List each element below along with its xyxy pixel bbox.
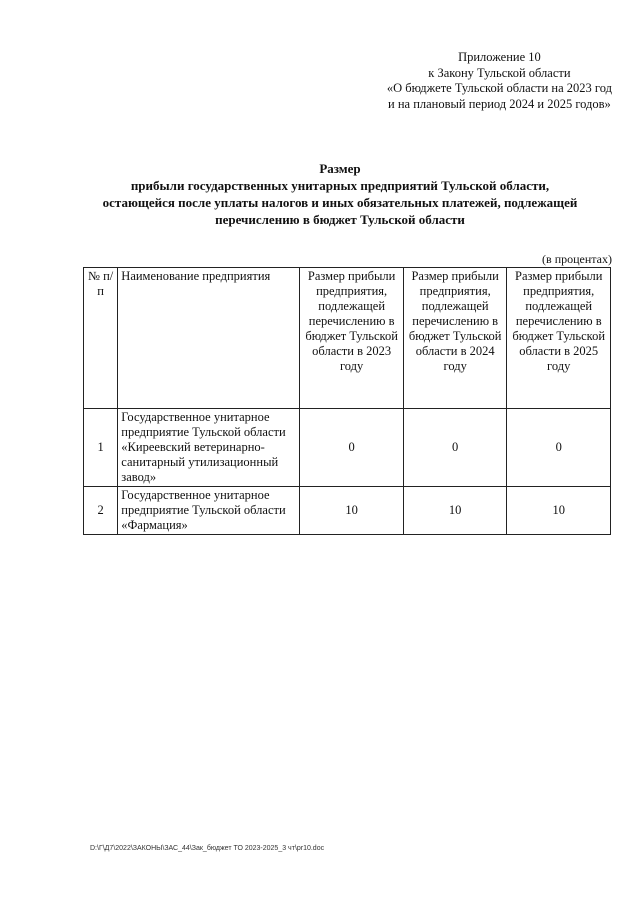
appendix-line: Приложение 10 (458, 50, 541, 64)
title-line: Размер (319, 161, 361, 176)
row-number: 2 (84, 487, 118, 535)
unit-note: (в процентах) (542, 252, 612, 266)
header-2023: Размер прибыли предприятия, подлежащей перечислению в бюджет Тульской области в 2023 году (300, 268, 404, 409)
row-value-2024: 10 (403, 487, 507, 535)
row-value-2024: 0 (403, 409, 507, 487)
row-number: 1 (84, 409, 118, 487)
row-enterprise-name: Государственное унитарное предприятие Тульской области «Киреевский ветеринарно-санитарный утилизационный завод» (118, 409, 300, 487)
header-number: № п/п (84, 268, 118, 409)
row-value-2023: 0 (300, 409, 404, 487)
title-line: перечислению в бюджет Тульской области (215, 212, 465, 227)
profit-table (83, 267, 611, 535)
row-value-2023: 10 (300, 487, 404, 535)
document-title (60, 160, 620, 228)
appendix-line: к Закону Тульской области (428, 65, 571, 80)
table-header-row (84, 268, 611, 409)
header-2025: Размер прибыли предприятия, подлежащей перечислению в бюджет Тульской области в 2025 году (507, 268, 611, 409)
table-row (84, 487, 611, 535)
file-path-footer: D:\Г\Д7\2022\ЗАКОНЫ\ЗАС_44\Зак_бюджет ТО 2023-2025_3 чт\pr10.doc (90, 845, 325, 852)
header-enterprise-name: Наименование предприятия (118, 268, 300, 409)
appendix-header (387, 50, 612, 112)
row-enterprise-name: Государственное унитарное предприятие Тульской области «Фармация» (118, 487, 300, 535)
table-row (84, 409, 611, 487)
appendix-line: и на плановый период 2024 и 2025 годов» (388, 96, 611, 111)
row-value-2025: 0 (507, 409, 611, 487)
title-line: прибыли государственных унитарных предприятий Тульской области, (130, 178, 550, 193)
row-value-2025: 10 (507, 487, 611, 535)
header-2024: Размер прибыли предприятия, подлежащей перечислению в бюджет Тульской области в 2024 году (403, 268, 507, 409)
appendix-line: «О бюджете Тульской области на 2023 год (386, 81, 612, 95)
title-line: остающейся после уплаты налогов и иных обязательных платежей, подлежащей (102, 195, 578, 210)
